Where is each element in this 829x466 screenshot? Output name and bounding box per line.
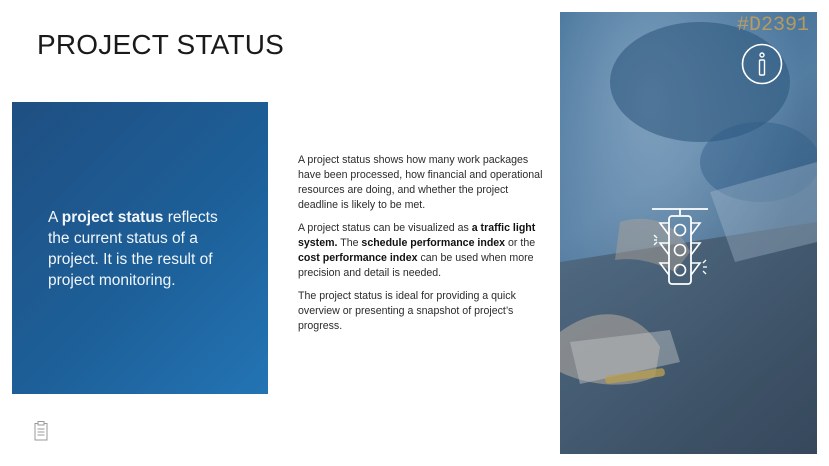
highlight-text <box>48 207 238 291</box>
paragraph-2 <box>298 221 548 281</box>
p2-text-2: The <box>337 237 362 249</box>
photo-code: #D2391 <box>736 14 809 37</box>
highlight-before: A <box>48 209 62 226</box>
traffic-light-icon <box>648 207 712 292</box>
clipboard-icon <box>34 421 48 446</box>
hero-photo <box>560 12 817 454</box>
page-title: PROJECT STATUS <box>37 29 285 60</box>
highlight-after: reflects the current status of a project. It is the result of project monitoring. <box>48 209 218 289</box>
p2-text-3: or the <box>505 237 536 249</box>
p2-text-4: can be used when more precision and detail is needed. <box>298 252 534 279</box>
p2-text-1: A project status can be visualized as <box>298 222 472 234</box>
p2-bold-3: cost performance index <box>298 252 418 264</box>
info-icon[interactable] <box>740 42 784 91</box>
highlight-bold: project status <box>61 209 164 226</box>
paragraph-3: The project status is ideal for providing a quick overview or presenting a snapshot of project’s progress. <box>298 290 516 332</box>
p2-bold-2: schedule performance index <box>361 237 506 249</box>
p2-bold-1: a traffic light system. <box>298 222 536 249</box>
body-text <box>298 153 548 342</box>
paragraph-1: A project status shows how many work packages have been processed, how financial and operational resources are doing, and whether the project deadline is likely to be met. <box>298 154 543 211</box>
highlight-box <box>12 102 268 394</box>
